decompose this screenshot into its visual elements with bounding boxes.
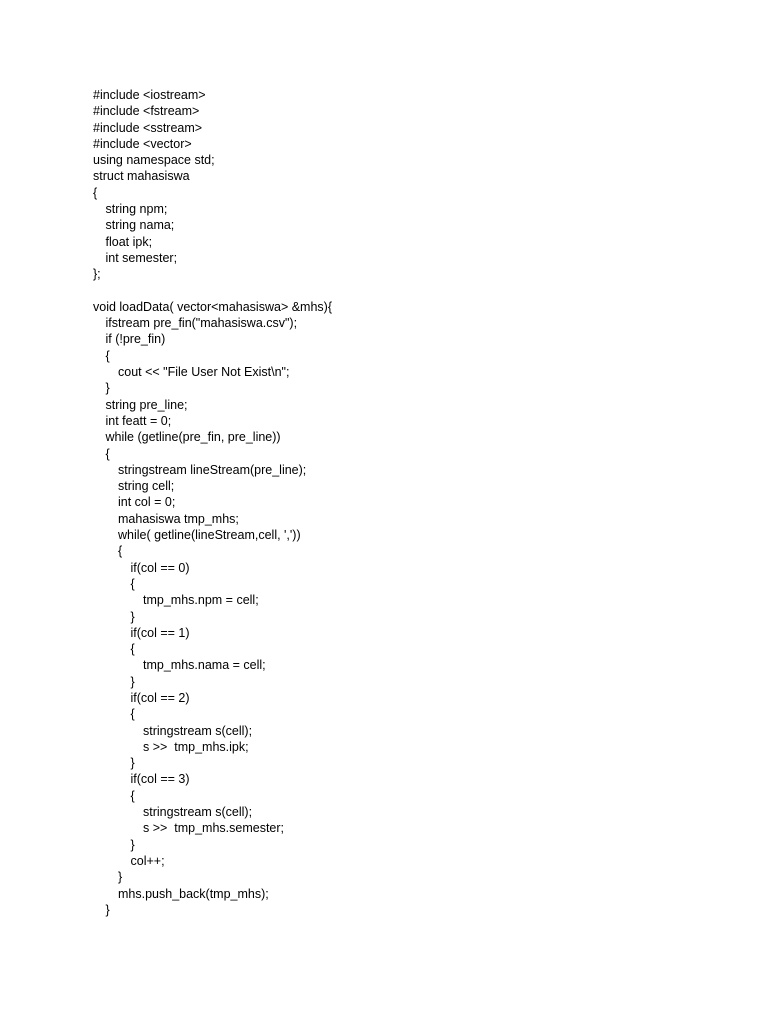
code-line: { <box>130 576 135 591</box>
code-line: string nama; <box>105 218 175 233</box>
code-line: } <box>118 870 123 885</box>
code-line: } <box>105 902 110 917</box>
code-line: int featt = 0; <box>105 413 172 428</box>
code-line: s >> tmp_mhs.semester; <box>143 821 285 836</box>
code-line: string cell; <box>118 479 175 494</box>
code-line: #include <vector> <box>93 136 192 151</box>
code-line: string npm; <box>105 202 168 217</box>
code-line <box>93 283 332 299</box>
code-line: } <box>130 609 135 624</box>
code-line: } <box>130 756 135 771</box>
code-line: stringstream s(cell); <box>143 723 253 738</box>
code-line: tmp_mhs.npm = cell; <box>143 593 259 608</box>
code-line: { <box>130 707 135 722</box>
code-line: { <box>130 788 135 803</box>
code-line: }; <box>93 267 101 282</box>
code-line: if(col == 1) <box>130 625 190 640</box>
code-line: col++; <box>130 853 165 868</box>
code-line: { <box>118 544 123 559</box>
code-line: if(col == 0) <box>130 560 190 575</box>
code-line: int col = 0; <box>118 495 176 510</box>
code-line: struct mahasiswa <box>93 169 190 184</box>
code-line: { <box>130 642 135 657</box>
code-line: s >> tmp_mhs.ipk; <box>143 739 249 754</box>
code-line: { <box>105 348 110 363</box>
code-line: stringstream s(cell); <box>143 805 253 820</box>
code-line: } <box>105 381 110 396</box>
code-line: mhs.push_back(tmp_mhs); <box>118 886 269 901</box>
code-line: ifstream pre_fin("mahasiswa.csv"); <box>105 316 298 331</box>
code-line: float ipk; <box>105 234 153 249</box>
code-line: while (getline(pre_fin, pre_line)) <box>105 430 281 445</box>
code-block <box>93 87 332 918</box>
code-line: void loadData( vector<mahasiswa> &mhs){ <box>93 299 333 314</box>
code-line: #include <fstream> <box>93 104 200 119</box>
code-line: { <box>93 185 98 200</box>
code-line: using namespace std; <box>93 153 215 168</box>
code-line: } <box>130 674 135 689</box>
code-line: string pre_line; <box>105 397 188 412</box>
code-line: if(col == 3) <box>130 772 190 787</box>
code-line: tmp_mhs.nama = cell; <box>143 658 266 673</box>
code-line: #include <sstream> <box>93 120 203 135</box>
code-line: while( getline(lineStream,cell, ',')) <box>118 528 301 543</box>
code-line: cout << "File User Not Exist\n"; <box>118 365 290 380</box>
code-line: int semester; <box>105 250 178 265</box>
code-line: mahasiswa tmp_mhs; <box>118 511 239 526</box>
code-line: if(col == 2) <box>130 690 190 705</box>
code-line: #include <iostream> <box>93 88 206 102</box>
code-line: stringstream lineStream(pre_line); <box>118 462 307 477</box>
code-line: } <box>130 837 135 852</box>
code-line: if (!pre_fin) <box>105 332 166 347</box>
code-line: { <box>105 446 110 461</box>
